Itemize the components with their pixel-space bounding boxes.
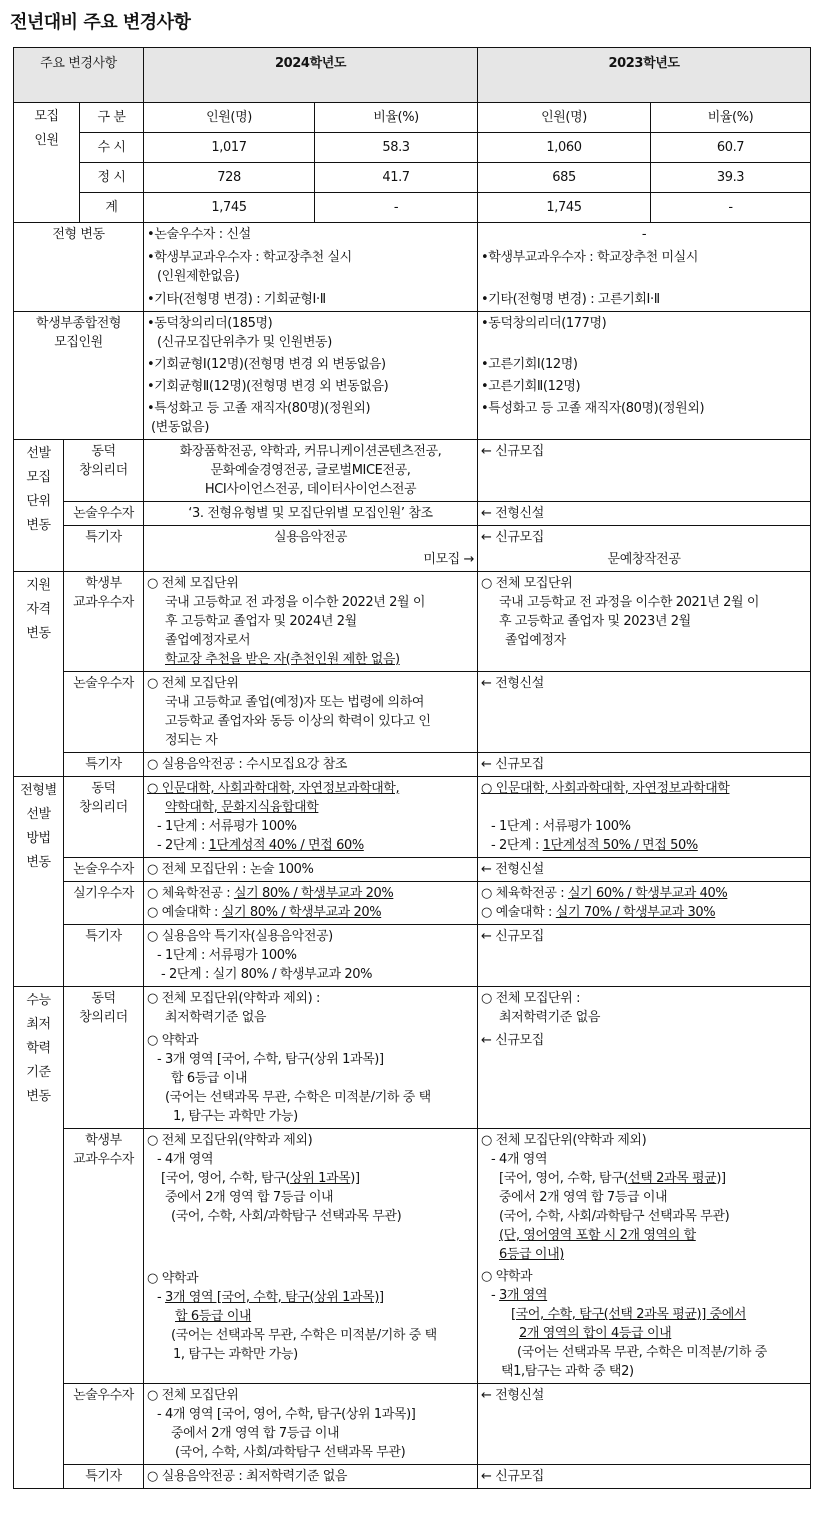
text-line: 최저학력기준 없음 bbox=[499, 1010, 601, 1025]
bullet-item: •특성화고 등 고졸 재직자(80명)(정원외) bbox=[481, 401, 705, 416]
recruitment-header-row bbox=[14, 103, 811, 133]
underlined-text: 1단계성적 50% / 면접 50% bbox=[542, 838, 698, 853]
sub-label bbox=[64, 572, 144, 672]
cell-2024: ○ 실용음악전공 : 수시모집요강 참조 bbox=[144, 753, 478, 777]
cell-2024-count: 1,745 bbox=[144, 193, 315, 223]
text-line: ○ 예술대학 : bbox=[147, 905, 222, 920]
label-line: 동덕 bbox=[91, 444, 116, 459]
label-line: 변동 bbox=[26, 626, 51, 641]
label-line: 모집 bbox=[34, 109, 59, 124]
label-line: 교과우수자 bbox=[73, 1152, 134, 1167]
underlined-text: 실기 80% / 학생부교과 20% bbox=[233, 886, 394, 901]
text-line: (국어, 수학, 사회/과학탐구 선택과목 무관) bbox=[499, 1209, 730, 1224]
eligibility-row-essay bbox=[14, 672, 811, 753]
text-line: 후 고등학교 졸업자 및 2024년 2월 bbox=[165, 614, 357, 629]
bullet-item: •동덕창의리더(177명) bbox=[481, 316, 607, 331]
label-line: 변동 bbox=[26, 855, 51, 870]
text-line: - 3개 영역 [국어, 수학, 탐구(상위 1과목)] bbox=[157, 1052, 384, 1067]
label-line: 교과우수자 bbox=[73, 595, 134, 610]
cell-2024-count: 1,017 bbox=[144, 133, 315, 163]
text-line: 졸업예정자 bbox=[505, 633, 566, 648]
text-line: 화장품학전공, 약학과, 커뮤니케이션콘텐츠전공, bbox=[179, 444, 442, 459]
selection-row-creative-leader bbox=[14, 777, 811, 858]
changes-table bbox=[13, 47, 811, 1489]
cell-2024 bbox=[144, 1129, 478, 1384]
cell-2024: ‘3. 전형유형별 및 모집단위별 모집인원’ 참조 bbox=[144, 502, 478, 526]
underlined-text: (단, 영어영역 포함 시 2개 영역의 합 bbox=[499, 1228, 696, 1243]
text-line: - 2단계 : bbox=[491, 838, 543, 853]
text-line: (국어는 선택과목 무관, 수학은 미적분/기하 중 택 bbox=[171, 1328, 437, 1343]
eligibility-row-special bbox=[14, 753, 811, 777]
csat-row-essay bbox=[14, 1384, 811, 1465]
label-line: 학생부 bbox=[85, 576, 122, 591]
text-line: ○ 전체 모집단위 : bbox=[481, 991, 581, 1006]
underlined-text: 학교장 추천을 받은 자(추천인원 제한 없음) bbox=[165, 652, 400, 667]
sub-label: 논술우수자 bbox=[64, 672, 144, 753]
underlined-text: [국어, 수학, 탐구(선택 2과목 평균)] 중에서 bbox=[511, 1307, 747, 1322]
text-line: ○ 전체 모집단위 bbox=[481, 576, 573, 591]
col-category: 구 분 bbox=[80, 103, 144, 133]
col-2024-ratio: 비율(%) bbox=[315, 103, 478, 133]
eligibility-row-school-record bbox=[14, 572, 811, 672]
sub-label bbox=[64, 1129, 144, 1384]
csat-row-special bbox=[14, 1465, 811, 1489]
sub-label bbox=[64, 440, 144, 502]
text-line: 문예창작전공 bbox=[607, 552, 681, 567]
cell-2023-count: 685 bbox=[478, 163, 651, 193]
admission-type-change-label: 전형 변동 bbox=[14, 223, 144, 312]
col-2024-count: 인원(명) bbox=[144, 103, 315, 133]
cell-2024-ratio: 58.3 bbox=[315, 133, 478, 163]
label-line: 학생부 bbox=[85, 1133, 122, 1148]
text-line: 택1,탐구는 과학 중 택2) bbox=[501, 1364, 634, 1379]
underlined-text: ○ 인문대학, 사회과학대학, 자연정보과학대학, bbox=[147, 781, 400, 796]
selection-row-special bbox=[14, 925, 811, 987]
csat-row-creative-leader bbox=[14, 987, 811, 1129]
table-row bbox=[14, 193, 811, 223]
text-line: ○ 실용음악 특기자(실용음악전공) bbox=[147, 929, 333, 944]
row-label: 수 시 bbox=[80, 133, 144, 163]
text-line: - bbox=[491, 1288, 500, 1303]
text-line: - bbox=[157, 1290, 166, 1305]
table-row bbox=[14, 163, 811, 193]
cell-2024 bbox=[144, 526, 478, 572]
cell-2023 bbox=[478, 1129, 811, 1384]
text-line: ○ 약학과 bbox=[147, 1271, 199, 1286]
cell-2023: ← 전형신설 bbox=[478, 672, 811, 753]
label-line: 선발 bbox=[26, 807, 51, 822]
bullet-item: •논술우수자 : 신설 bbox=[147, 227, 251, 242]
text-line: )] bbox=[716, 1171, 726, 1186]
label-line: 모집 bbox=[26, 470, 51, 485]
underlined-text: 3개 영역 [국어, 수학, 탐구(상위 1과목)] bbox=[165, 1290, 384, 1305]
comprehensive-quota-2024 bbox=[144, 312, 478, 440]
text-line: 1, 탐구는 과학만 가능) bbox=[173, 1109, 298, 1124]
text-line: 중에서 2개 영역 합 7등급 이내 bbox=[499, 1190, 668, 1205]
csat-section-label bbox=[14, 987, 64, 1489]
text-line: 국내 고등학교 전 과정을 이수한 2022년 2월 이 bbox=[165, 595, 426, 610]
text-line: 합 6등급 이내 bbox=[171, 1071, 248, 1086]
selection-row-essay bbox=[14, 858, 811, 882]
cell-2024 bbox=[144, 1384, 478, 1465]
unit-change-row-special bbox=[14, 526, 811, 572]
sub-label: 특기자 bbox=[64, 526, 144, 572]
cell-2024-count: 728 bbox=[144, 163, 315, 193]
table-row bbox=[14, 133, 811, 163]
row-label: 계 bbox=[80, 193, 144, 223]
cell-2023-count: 1,060 bbox=[478, 133, 651, 163]
cell-2024 bbox=[144, 672, 478, 753]
text-line: ← 신규모집 bbox=[481, 530, 544, 545]
label-line: 변동 bbox=[26, 518, 51, 533]
underlined-text: 선택 2과목 평균 bbox=[628, 1171, 717, 1186]
bullet-item: •기회균형Ⅰ(12명)(전형명 변경 외 변동없음) bbox=[147, 357, 386, 372]
cell-2024-ratio: - bbox=[315, 193, 478, 223]
sub-label: 특기자 bbox=[64, 753, 144, 777]
text-line: ○ 체육학전공 : bbox=[147, 886, 234, 901]
cell-2023: ← 전형신설 bbox=[478, 1384, 811, 1465]
underlined-text: 실기 60% / 학생부교과 40% bbox=[567, 886, 728, 901]
text-line: (국어, 수학, 사회/과학탐구 선택과목 무관) bbox=[175, 1445, 406, 1460]
bullet-item-note: (변동없음) bbox=[151, 420, 209, 435]
bullet-item-note: (신규모집단위추가 및 인원변동) bbox=[157, 335, 332, 350]
csat-row-school-record bbox=[14, 1129, 811, 1384]
cell-2023 bbox=[478, 987, 811, 1129]
label-line: 수능 bbox=[26, 993, 51, 1008]
selection-section-label bbox=[14, 777, 64, 987]
cell-2024 bbox=[144, 987, 478, 1129]
label-line: 전형별 bbox=[20, 783, 57, 798]
text-line: ○ 전체 모집단위(약학과 제외) bbox=[147, 1133, 313, 1148]
bullet-item: •기타(전형명 변경) : 기회균형Ⅰ·Ⅱ bbox=[147, 292, 326, 307]
text-line: - 1단계 : 서류평가 100% bbox=[157, 948, 297, 963]
bullet-item: •학생부교과우수자 : 학교장추천 실시 bbox=[147, 250, 352, 265]
text-line: ○ 전체 모집단위 bbox=[147, 576, 239, 591]
text-line: ○ 예술대학 : bbox=[481, 905, 556, 920]
text-line: ○ 전체 모집단위 bbox=[147, 1388, 239, 1403]
row-label: 정 시 bbox=[80, 163, 144, 193]
text-line: HCI사이언스전공, 데이터사이언스전공 bbox=[204, 482, 417, 497]
cell-2023-ratio: - bbox=[651, 193, 811, 223]
label-line: 기준 bbox=[26, 1065, 51, 1080]
cell-2023 bbox=[478, 777, 811, 858]
bullet-item: •학생부교과우수자 : 학교장추천 미실시 bbox=[481, 250, 698, 265]
label-line: 변동 bbox=[26, 1089, 51, 1104]
text-line: ○ 약학과 bbox=[481, 1269, 533, 1284]
text-line: 1, 탐구는 과학만 가능) bbox=[173, 1347, 298, 1362]
text-line: 국내 고등학교 전 과정을 이수한 2021년 2월 이 bbox=[499, 595, 760, 610]
eligibility-section-label bbox=[14, 572, 64, 777]
text-line: - 1단계 : 서류평가 100% bbox=[491, 819, 631, 834]
label-line: 학생부종합전형 bbox=[35, 316, 122, 331]
text-line: ○ 약학과 bbox=[147, 1033, 199, 1048]
text-line: (국어, 수학, 사회/과학탐구 선택과목 무관) bbox=[171, 1209, 402, 1224]
label-line: 인원 bbox=[34, 133, 59, 148]
text-line: - 2단계 : 실기 80% / 학생부교과 20% bbox=[161, 967, 373, 982]
admission-type-change-2024 bbox=[144, 223, 478, 312]
cell-2024 bbox=[144, 882, 478, 925]
underlined-text: 1단계성적 40% / 면접 60% bbox=[208, 838, 364, 853]
text-line: 실용음악전공 bbox=[274, 530, 347, 545]
label-line: 창의리더 bbox=[79, 1010, 128, 1025]
bullet-item: •고른기회Ⅰ(12명) bbox=[481, 357, 578, 372]
cell-2023 bbox=[478, 440, 811, 502]
bullet-item: •기타(전형명 변경) : 고른기회Ⅰ·Ⅱ bbox=[481, 292, 660, 307]
cell-2024 bbox=[144, 572, 478, 672]
text-line: ○ 전체 모집단위(약학과 제외) bbox=[481, 1133, 647, 1148]
col-2023-count: 인원(명) bbox=[478, 103, 651, 133]
text-line: (국어는 선택과목 무관, 수학은 미적분/기하 중 bbox=[517, 1345, 767, 1360]
cell-2023: ← 신규모집 bbox=[478, 753, 811, 777]
text-line: 정되는 자 bbox=[165, 733, 218, 748]
label-line: 선발 bbox=[26, 446, 51, 461]
label-line: 자격 bbox=[26, 602, 51, 617]
text-line: 국내 고등학교 졸업(예정)자 또는 법령에 의하여 bbox=[165, 695, 425, 710]
text-line: ← 신규모집 bbox=[481, 444, 544, 459]
bullet-item: •동덕창의리더(185명) bbox=[147, 316, 273, 331]
underlined-text: 2개 영역의 합이 4등급 이내 bbox=[519, 1326, 672, 1341]
admission-type-change-2023 bbox=[478, 223, 811, 312]
cell-2023 bbox=[478, 572, 811, 672]
header-row bbox=[14, 48, 811, 103]
cell-2024 bbox=[144, 925, 478, 987]
text-line: 고등학교 졸업자와 동등 이상의 학력이 있다고 인 bbox=[165, 714, 431, 729]
label-line: 창의리더 bbox=[79, 463, 128, 478]
comprehensive-quota-row bbox=[14, 312, 811, 440]
underlined-text: 약학대학, 문화지식융합대학 bbox=[165, 800, 319, 815]
admission-type-change-row bbox=[14, 223, 811, 312]
text-line: - 4개 영역 bbox=[157, 1152, 214, 1167]
label-line: 최저 bbox=[26, 1017, 51, 1032]
bullet-item: •기회균형Ⅱ(12명)(전형명 변경 외 변동없음) bbox=[147, 379, 389, 394]
unit-change-row-essay bbox=[14, 502, 811, 526]
label-line: 모집인원 bbox=[54, 335, 103, 350]
text-line: 최저학력기준 없음 bbox=[165, 1010, 267, 1025]
bullet-item: •고른기회Ⅱ(12명) bbox=[481, 379, 581, 394]
sub-label: 특기자 bbox=[64, 1465, 144, 1489]
text-line: [국어, 영어, 수학, 탐구( bbox=[161, 1171, 291, 1186]
text-line: ○ 전체 모집단위(약학과 제외) : bbox=[147, 991, 320, 1006]
label-line: 동덕 bbox=[91, 781, 116, 796]
text-line: - 2단계 : bbox=[157, 838, 209, 853]
sub-label bbox=[64, 987, 144, 1129]
sub-label: 논술우수자 bbox=[64, 502, 144, 526]
unit-change-row-creative-leader bbox=[14, 440, 811, 502]
header-2023: 2023학년도 bbox=[478, 48, 811, 103]
recruitment-section-label bbox=[14, 103, 80, 223]
underlined-text: 합 6등급 이내 bbox=[175, 1309, 252, 1324]
dash-item: - bbox=[641, 227, 647, 242]
header-2024: 2024학년도 bbox=[144, 48, 478, 103]
bullet-item: •특성화고 등 고졸 재직자(80명)(정원외) bbox=[147, 401, 371, 416]
text-line: 졸업예정자로서 bbox=[165, 633, 251, 648]
sub-label bbox=[64, 777, 144, 858]
cell-2023-count: 1,745 bbox=[478, 193, 651, 223]
cell-2024-ratio: 41.7 bbox=[315, 163, 478, 193]
cell-2024: ○ 전체 모집단위 : 논술 100% bbox=[144, 858, 478, 882]
cell-2023-ratio: 60.7 bbox=[651, 133, 811, 163]
text-line: ← 신규모집 bbox=[481, 1033, 544, 1048]
cell-2023: ← 신규모집 bbox=[478, 925, 811, 987]
underlined-text: ○ 인문대학, 사회과학대학, 자연정보과학대학 bbox=[481, 781, 730, 796]
cell-2023: ← 전형신설 bbox=[478, 502, 811, 526]
cell-2024 bbox=[144, 440, 478, 502]
underlined-text: 6등급 이내) bbox=[499, 1247, 564, 1262]
cell-2023: ← 신규모집 bbox=[478, 1465, 811, 1489]
text-line: 중에서 2개 영역 합 7등급 이내 bbox=[165, 1190, 334, 1205]
selection-row-practical bbox=[14, 882, 811, 925]
unit-change-section-label bbox=[14, 440, 64, 572]
col-2023-ratio: 비율(%) bbox=[651, 103, 811, 133]
label-line: 지원 bbox=[26, 578, 51, 593]
text-line: 후 고등학교 졸업자 및 2023년 2월 bbox=[499, 614, 691, 629]
label-line: 창의리더 bbox=[79, 800, 128, 815]
cell-2024 bbox=[144, 777, 478, 858]
underlined-text: 상위 1과목 bbox=[290, 1171, 351, 1186]
bullet-item-note: (인원제한없음) bbox=[157, 269, 240, 284]
text-line: )] bbox=[350, 1171, 360, 1186]
sub-label: 실기우수자 bbox=[64, 882, 144, 925]
label-line: 학력 bbox=[26, 1041, 51, 1056]
text-line: (국어는 선택과목 무관, 수학은 미적분/기하 중 택 bbox=[165, 1090, 431, 1105]
header-label: 주요 변경사항 bbox=[14, 48, 144, 103]
cell-2023 bbox=[478, 526, 811, 572]
sub-label: 특기자 bbox=[64, 925, 144, 987]
label-line: 동덕 bbox=[91, 991, 116, 1006]
label-line: 방법 bbox=[26, 831, 51, 846]
text-line: ○ 전체 모집단위 bbox=[147, 676, 239, 691]
cell-2023-ratio: 39.3 bbox=[651, 163, 811, 193]
cell-2023 bbox=[478, 882, 811, 925]
underlined-text: 실기 70% / 학생부교과 30% bbox=[555, 905, 716, 920]
label-line: 단위 bbox=[26, 494, 51, 509]
text-line: - 1단계 : 서류평가 100% bbox=[157, 819, 297, 834]
comprehensive-quota-2023 bbox=[478, 312, 811, 440]
text-line: [국어, 영어, 수학, 탐구( bbox=[499, 1171, 629, 1186]
page-title: 전년대비 주요 변경사항 bbox=[10, 12, 191, 33]
cell-2024: ○ 실용음악전공 : 최저학력기준 없음 bbox=[144, 1465, 478, 1489]
sub-label: 논술우수자 bbox=[64, 1384, 144, 1465]
sub-label: 논술우수자 bbox=[64, 858, 144, 882]
text-line: 중에서 2개 영역 합 7등급 이내 bbox=[171, 1426, 340, 1441]
underlined-text: 3개 영역 bbox=[499, 1288, 548, 1303]
underlined-text: 실기 80% / 학생부교과 20% bbox=[221, 905, 382, 920]
text-line: - 4개 영역 [국어, 영어, 수학, 탐구(상위 1과목)] bbox=[157, 1407, 416, 1422]
text-line: ○ 체육학전공 : bbox=[481, 886, 568, 901]
text-line: 미모집 → bbox=[423, 552, 475, 567]
text-line: - 4개 영역 bbox=[491, 1152, 548, 1167]
comprehensive-quota-label bbox=[14, 312, 144, 440]
cell-2023: ← 전형신설 bbox=[478, 858, 811, 882]
text-line: 문화예술경영전공, 글로벌MICE전공, bbox=[210, 463, 411, 478]
